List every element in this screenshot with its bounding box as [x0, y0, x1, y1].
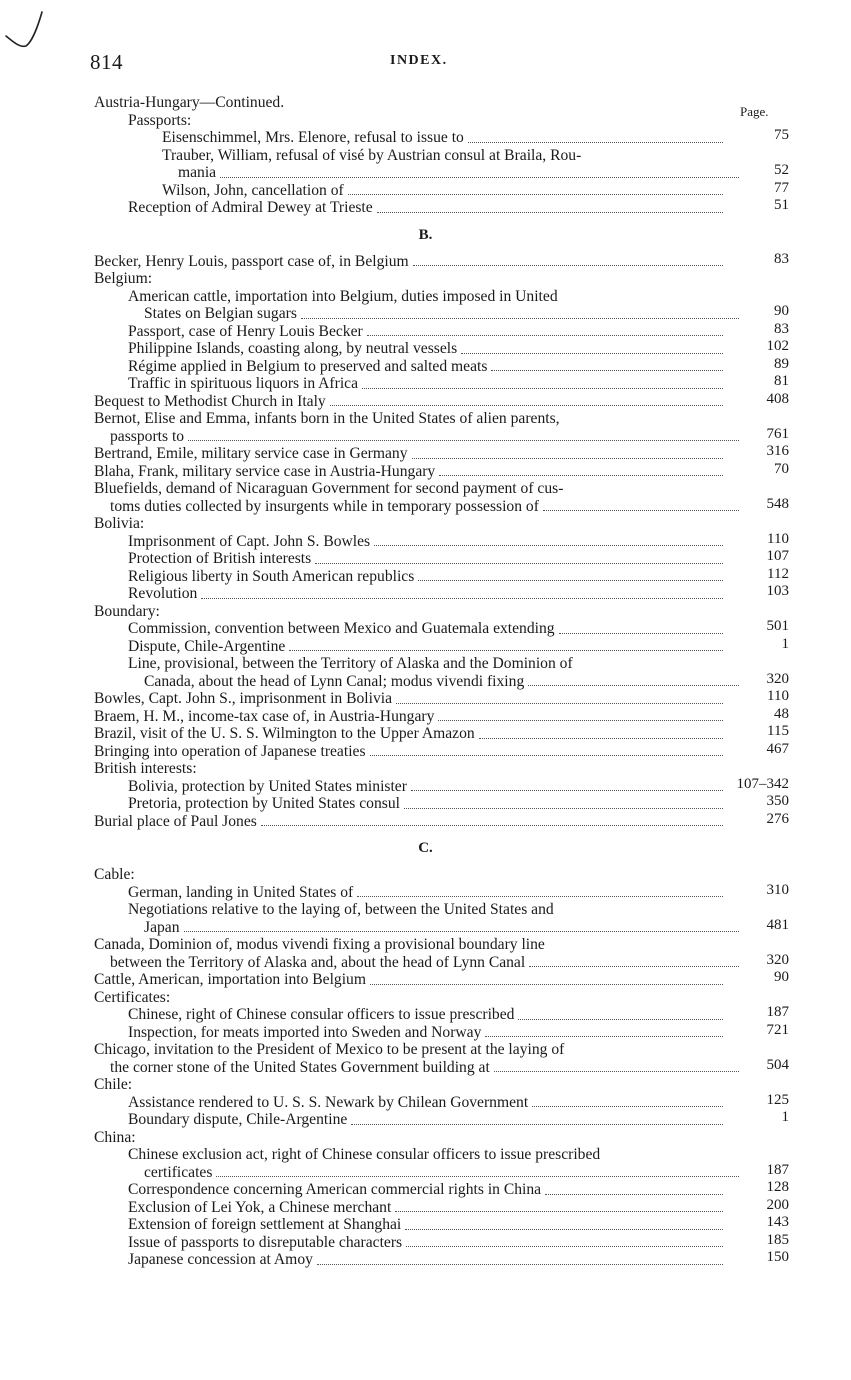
index-section	[0, 217, 851, 831]
entry-text: Passports:	[128, 111, 192, 129]
entry-text: Passport, case of Henry Louis Becker	[128, 322, 363, 340]
entry-text: Japanese concession at Amoy	[128, 1251, 313, 1268]
entry-line	[94, 463, 726, 481]
entry-line	[128, 778, 726, 796]
entry-text: the corner stone of the United States Government building at	[110, 1058, 490, 1076]
entry-line	[144, 305, 742, 323]
entry-line	[128, 620, 726, 638]
entry-page-number: 110	[767, 688, 789, 704]
entry-text: Correspondence concerning American commercial rights in China	[128, 1181, 542, 1198]
entry-text: Chinese exclusion act, right of Chinese consular officers to issue prescribed	[128, 1146, 601, 1163]
dot-leader	[532, 1094, 723, 1108]
entry-text: Becker, Henry Louis, passport case of, in Belgium	[94, 252, 409, 270]
index-entry	[0, 147, 851, 182]
dot-leader	[405, 1216, 723, 1230]
index-entry	[0, 1091, 851, 1112]
entry-line	[128, 550, 726, 568]
entry-page-number: 548	[766, 495, 789, 512]
index-entry	[0, 1146, 851, 1181]
entry-text: certificates	[144, 1163, 213, 1181]
entry-line	[144, 673, 742, 691]
dot-leader	[404, 795, 723, 809]
entry-line	[94, 743, 726, 761]
dot-leader	[370, 743, 723, 757]
dot-leader	[468, 129, 723, 143]
dot-leader	[438, 708, 723, 722]
dot-leader	[261, 813, 723, 827]
entry-page-number: 89	[774, 355, 789, 372]
entry-line	[128, 1234, 726, 1252]
dot-leader	[315, 550, 723, 564]
index-entry	[0, 620, 851, 638]
dot-leader	[545, 1181, 723, 1195]
index-entry	[0, 740, 851, 761]
entry-text: China:	[94, 1128, 136, 1146]
entry-page-number: 125	[766, 1091, 789, 1108]
dot-leader	[491, 358, 723, 372]
index-entry	[0, 971, 851, 989]
index-entry	[0, 320, 851, 341]
entry-page-number: 1	[781, 1109, 789, 1125]
entry-text: Belgium:	[94, 270, 153, 287]
entry-text: Bernot, Elise and Emma, infants born in the United States of alien parents,	[94, 410, 560, 427]
entry-text: Religious liberty in South American republics	[128, 567, 415, 585]
index-entry	[0, 989, 851, 1007]
entry-page-number: 90	[774, 303, 789, 319]
index-entry	[0, 250, 851, 271]
entry-text: Japan	[144, 918, 180, 936]
dot-leader	[559, 620, 723, 634]
entry-line	[94, 410, 726, 428]
index-entry	[0, 1129, 851, 1147]
index-list	[0, 94, 851, 1269]
dot-leader	[528, 673, 739, 687]
index-entry	[0, 270, 851, 288]
entry-page-number: 143	[766, 1214, 789, 1230]
index-entry	[0, 901, 851, 936]
entry-line	[94, 936, 726, 954]
entry-page-number: 81	[774, 373, 789, 389]
dot-leader	[395, 1199, 723, 1213]
index-entry	[0, 881, 851, 902]
index-entry	[0, 1231, 851, 1252]
entry-line	[128, 1216, 726, 1234]
page-number: 814	[90, 50, 123, 74]
index-entry	[0, 1076, 851, 1094]
entry-page-number: 83	[774, 320, 789, 337]
entry-text: Certificates:	[94, 988, 171, 1006]
entry-page-number: 128	[766, 1179, 789, 1195]
dot-leader	[362, 375, 723, 389]
entry-text: Chicago, invitation to the President of Mexico to be present at the laying of	[94, 1041, 565, 1058]
dot-leader	[370, 971, 723, 985]
entry-text: Canada, Dominion of, modus vivendi fixing a provisional boundary line	[94, 936, 545, 953]
entry-text: Assistance rendered to U. S. S. Newark by Chilean Government	[128, 1093, 529, 1111]
dot-leader	[485, 1024, 723, 1038]
entry-text: between the Territory of Alaska and, about the head of Lynn Canal	[110, 953, 526, 971]
dot-leader	[413, 253, 723, 267]
entry-page-number: 77	[774, 179, 789, 196]
entry-line	[128, 1251, 726, 1269]
entry-page-number: 310	[766, 881, 789, 898]
dot-leader	[357, 884, 723, 898]
entry-line	[128, 1024, 726, 1042]
dot-leader	[543, 498, 739, 512]
page-column-label: Page.	[740, 104, 769, 119]
entry-page-number: 110	[767, 530, 789, 547]
dot-leader	[439, 463, 723, 477]
entry-line	[128, 1006, 726, 1024]
entry-text: Trauber, William, refusal of visé by Austrian consul at Braila, Rou-	[162, 146, 582, 164]
dot-leader	[351, 1111, 723, 1125]
index-entry	[0, 179, 851, 200]
entry-text: Exclusion of Lei Yok, a Chinese merchant	[128, 1198, 392, 1216]
entry-text: American cattle, importation into Belgium, duties imposed in United	[128, 287, 558, 305]
dot-leader	[412, 445, 724, 459]
index-entry	[0, 585, 851, 603]
entry-page-number: 107	[766, 548, 789, 564]
entry-line	[128, 1094, 726, 1112]
entry-line	[128, 655, 726, 673]
index-entry	[0, 550, 851, 568]
entry-line	[94, 989, 726, 1007]
entry-text: Negotiations relative to the laying of, between the United States and	[128, 901, 554, 918]
entry-line	[128, 323, 726, 341]
entry-line	[128, 585, 726, 603]
entry-text: Inspection, for meats imported into Sweden and Norway	[128, 1023, 482, 1041]
entry-page-number: 75	[774, 127, 789, 143]
index-entry	[0, 375, 851, 393]
entry-text: Imprisonment of Capt. John S. Bowles	[128, 532, 371, 550]
entry-line	[94, 515, 726, 533]
dot-leader	[317, 1251, 723, 1265]
entry-line	[128, 533, 726, 551]
entry-line	[144, 1164, 742, 1182]
dot-leader	[348, 182, 723, 196]
entry-line	[94, 253, 726, 271]
entry-line	[128, 375, 726, 393]
entry-text: Braem, H. M., income-tax case of, in Austria-Hungary	[94, 707, 435, 725]
index-entry	[0, 810, 851, 831]
entry-page-number: 103	[766, 583, 789, 599]
entry-text: Cable:	[94, 866, 135, 883]
entry-text: Boundary dispute, Chile-Argentine	[128, 1111, 348, 1128]
index-entry	[0, 1216, 851, 1234]
entry-text: Bertrand, Emile, military service case in Germany	[94, 445, 408, 462]
index-entry	[0, 445, 851, 463]
entry-text: Reception of Admiral Dewey at Trieste	[128, 199, 373, 216]
entry-line	[128, 901, 726, 919]
entry-line	[128, 340, 726, 358]
entry-line	[128, 199, 726, 217]
entry-line	[110, 498, 742, 516]
entry-text: passports to	[110, 427, 185, 445]
entry-text: British interests:	[94, 760, 197, 777]
section-letter: B.	[418, 226, 433, 243]
entry-line	[94, 480, 726, 498]
entry-text: Wilson, John, cancellation of	[162, 181, 344, 199]
index-entry	[0, 1111, 851, 1129]
entry-text: Revolution	[128, 585, 198, 602]
index-entry	[0, 1251, 851, 1269]
entry-line	[128, 568, 726, 586]
entry-text: Boundary:	[94, 602, 160, 620]
entry-text: Canada, about the head of Lynn Canal; modus vivendi fixing	[144, 672, 525, 690]
entry-line	[178, 164, 742, 182]
entry-line	[162, 147, 726, 165]
entry-page-number: 721	[766, 1021, 789, 1038]
dot-leader	[374, 533, 723, 547]
entry-page-number: 48	[774, 705, 789, 722]
entry-page-number: 1	[781, 635, 789, 652]
entry-line	[94, 1076, 726, 1094]
dot-leader	[201, 585, 723, 599]
index-entry	[0, 1181, 851, 1199]
index-entry	[0, 760, 851, 778]
entry-line	[110, 1059, 742, 1077]
entry-text: States on Belgian sugars	[144, 305, 297, 322]
index-entry	[0, 199, 851, 217]
entry-line	[128, 638, 726, 656]
dot-leader	[289, 638, 723, 652]
dot-leader	[188, 428, 739, 442]
entry-page-number: 83	[774, 250, 789, 267]
index-entry	[0, 1196, 851, 1217]
entry-page-number: 102	[766, 338, 789, 354]
index-entry	[0, 603, 851, 621]
entry-page-number: 504	[766, 1056, 789, 1073]
entry-page-number: 350	[766, 793, 789, 809]
index-entry	[0, 530, 851, 551]
entry-text: toms duties collected by insurgents while in temporary possession of	[110, 497, 539, 515]
index-entry	[0, 795, 851, 813]
entry-page-number: 90	[774, 969, 789, 985]
dot-leader	[301, 305, 739, 319]
entry-line	[94, 445, 726, 463]
entry-page-number: 51	[774, 197, 789, 213]
entry-text: Pretoria, protection by United States consul	[128, 795, 400, 812]
index-entry	[0, 775, 851, 796]
index-entry	[0, 690, 851, 708]
entry-page-number: 107–342	[736, 775, 789, 792]
index-entry	[0, 410, 851, 445]
index-entry	[0, 129, 851, 147]
entry-page-number: 320	[766, 670, 789, 687]
index-entry	[0, 725, 851, 743]
entry-text: Brazil, visit of the U. S. S. Wilmington to the Upper Amazon	[94, 725, 475, 742]
dot-leader	[396, 690, 723, 704]
entry-text: Cattle, American, importation into Belgium	[94, 971, 366, 988]
entry-text: mania	[178, 164, 217, 181]
dot-leader	[518, 1006, 723, 1020]
entry-text: Bequest to Methodist Church in Italy	[94, 392, 326, 410]
entry-text: German, landing in United States of	[128, 883, 354, 901]
index-section	[0, 830, 851, 1269]
index-entry	[0, 390, 851, 411]
dot-leader	[220, 164, 739, 178]
entry-text: Bolivia, protection by United States minister	[128, 777, 407, 795]
pencil-check-mark	[4, 8, 44, 52]
entry-page-number: 276	[766, 810, 789, 827]
entry-text: Chinese, right of Chinese consular officers to issue prescribed	[128, 1006, 515, 1023]
entry-text: Blaha, Frank, military service case in Austria-Hungary	[94, 462, 436, 480]
entry-text: Dispute, Chile-Argentine	[128, 637, 286, 655]
page-title: INDEX.	[390, 53, 448, 68]
page-header	[90, 50, 790, 76]
entry-line	[128, 288, 726, 306]
entry-page-number: 481	[766, 916, 789, 933]
entry-text: Line, provisional, between the Territory of Alaska and the Dominion of	[128, 655, 573, 672]
entry-line	[94, 690, 726, 708]
entry-page-number: 187	[766, 1004, 789, 1020]
index-entry	[0, 1041, 851, 1076]
entry-line	[94, 1041, 726, 1059]
index-entry	[0, 94, 851, 112]
dot-leader	[418, 568, 723, 582]
dot-leader	[367, 323, 723, 337]
entry-line	[128, 884, 726, 902]
entry-page-number: 187	[766, 1161, 789, 1178]
index-entry	[0, 705, 851, 726]
dot-leader	[494, 1059, 739, 1073]
entry-text: Régime applied in Belgium to preserved and salted meats	[128, 357, 488, 375]
index-entry	[0, 340, 851, 358]
entry-text: Chile:	[94, 1076, 133, 1093]
index-entry	[0, 355, 851, 376]
entry-page-number: 70	[774, 460, 789, 477]
entry-line	[110, 428, 742, 446]
index-entry	[0, 635, 851, 656]
entry-text: Protection of British interests	[128, 550, 312, 567]
entry-page-number: 761	[766, 425, 789, 442]
dot-leader	[216, 1164, 739, 1178]
section-letter: C.	[418, 840, 433, 856]
entry-line	[94, 813, 726, 831]
index-entry	[0, 936, 851, 971]
entry-line	[94, 1129, 726, 1147]
entry-text: Eisenschimmel, Mrs. Elenore, refusal to issue to	[162, 129, 464, 146]
entry-line	[128, 795, 726, 813]
entry-line	[94, 971, 726, 989]
entry-line	[144, 919, 742, 937]
entry-page-number: 320	[766, 951, 789, 968]
entry-line	[94, 760, 726, 778]
entry-text: Austria-Hungary—Continued.	[94, 94, 285, 111]
entry-text: Bolivia:	[94, 515, 145, 532]
entry-page-number: 115	[767, 723, 789, 739]
entry-line	[94, 866, 726, 884]
entry-page-number: 408	[766, 390, 789, 407]
dot-leader	[479, 725, 723, 739]
index-entry	[0, 1006, 851, 1024]
entry-line	[128, 1181, 726, 1199]
index-entry	[0, 1021, 851, 1042]
index-entry	[0, 288, 851, 323]
dot-leader	[461, 340, 723, 354]
entry-line	[94, 725, 726, 743]
entry-line	[94, 393, 726, 411]
entry-line	[128, 1199, 726, 1217]
dot-leader	[529, 954, 739, 968]
entry-page-number: 467	[766, 740, 789, 757]
index-entry	[0, 866, 851, 884]
index-entry	[0, 565, 851, 586]
dot-leader	[184, 919, 739, 933]
entry-line	[94, 94, 726, 112]
index-entry	[0, 480, 851, 515]
index-entry	[0, 655, 851, 690]
entry-page-number: 316	[766, 443, 789, 459]
entry-text: Issue of passports to disreputable characters	[128, 1233, 403, 1251]
entry-text: Bowles, Capt. John S., imprisonment in Bolivia	[94, 690, 393, 707]
entry-text: Traffic in spirituous liquors in Africa	[128, 375, 358, 392]
entry-page-number: 501	[766, 618, 789, 634]
entry-text: Burial place of Paul Jones	[94, 812, 257, 830]
entry-line	[162, 129, 726, 147]
index-entry	[0, 515, 851, 533]
entry-page-number: 200	[766, 1196, 789, 1213]
entry-line	[128, 112, 726, 130]
entry-text: Extension of foreign settlement at Shanghai	[128, 1216, 402, 1233]
entry-page-number: 150	[766, 1249, 789, 1265]
entry-text: Bringing into operation of Japanese treaties	[94, 742, 366, 760]
entry-page-number: 52	[774, 162, 789, 178]
entry-line	[162, 182, 726, 200]
entry-line	[110, 954, 742, 972]
entry-line	[94, 270, 726, 288]
entry-line	[128, 1111, 726, 1129]
dot-leader	[406, 1234, 723, 1248]
dot-leader	[411, 778, 723, 792]
entry-line	[128, 358, 726, 376]
dot-leader	[330, 393, 723, 407]
entry-text: Philippine Islands, coasting along, by neutral vessels	[128, 340, 458, 357]
entry-line	[94, 708, 726, 726]
entry-text: Bluefields, demand of Nicaraguan Government for second payment of cus-	[94, 480, 564, 497]
entry-text: Commission, convention between Mexico and Guatemala extending	[128, 620, 555, 637]
entry-line	[94, 603, 726, 621]
dot-leader	[377, 199, 723, 213]
entry-line	[128, 1146, 726, 1164]
index-entry	[0, 460, 851, 481]
index-section	[0, 94, 851, 217]
entry-page-number: 185	[766, 1231, 789, 1248]
entry-page-number: 112	[767, 565, 789, 582]
index-entry	[0, 112, 851, 130]
